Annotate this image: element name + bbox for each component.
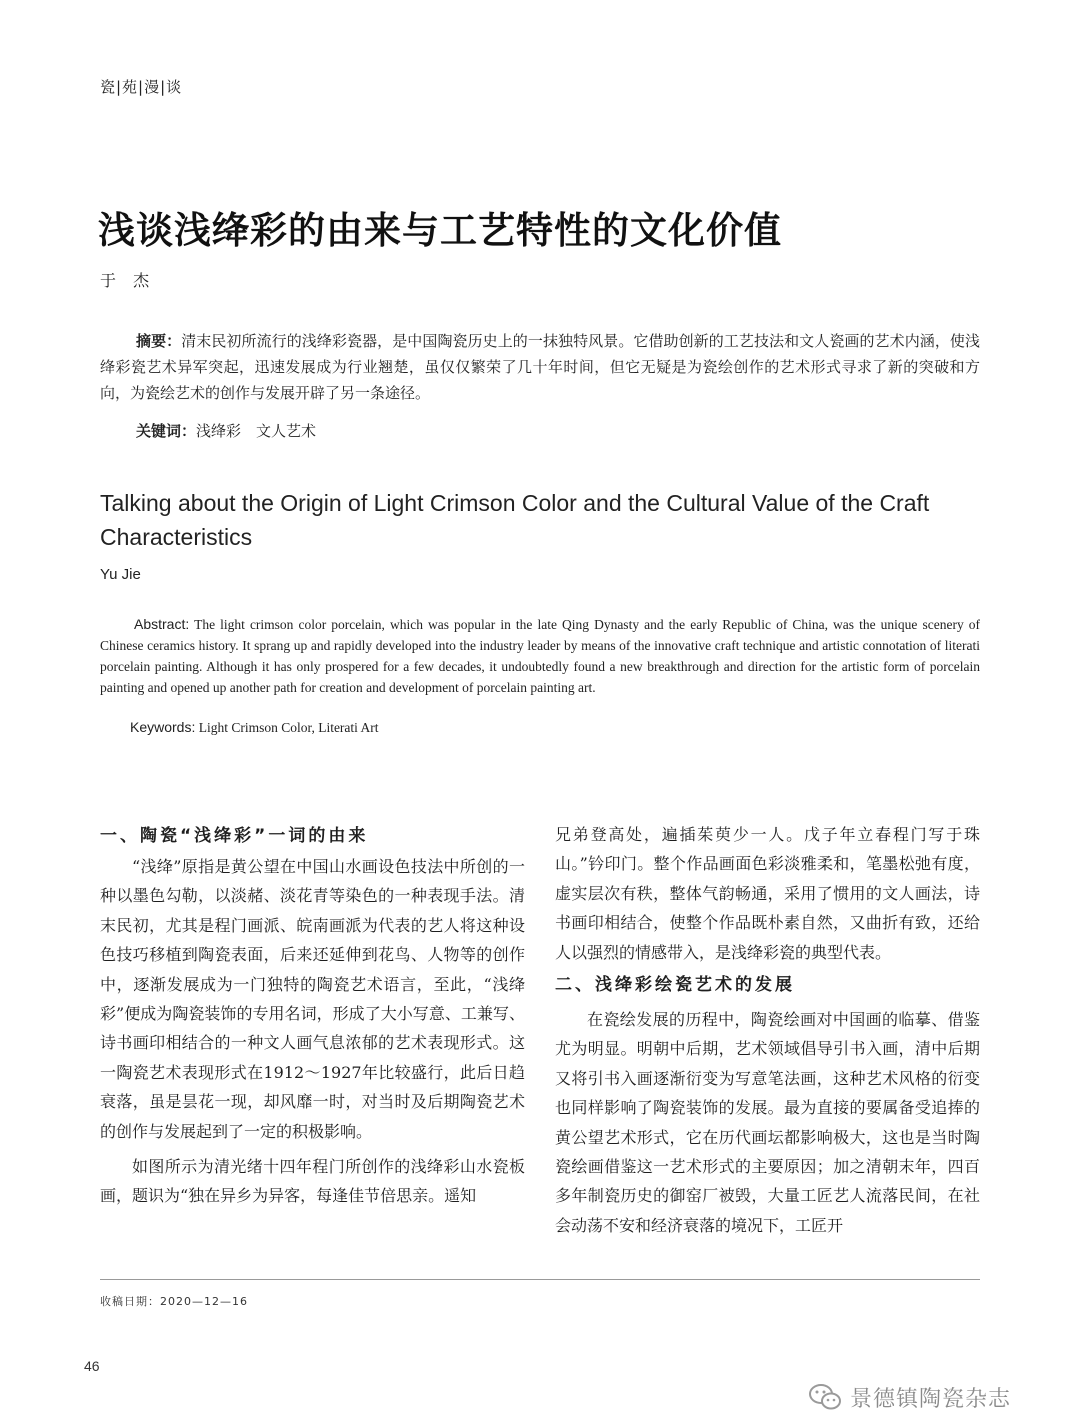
author-cn: 于 杰 [100,271,156,290]
body-paragraph: “浅绛”原指是黄公望在中国山水画设色技法中所创的一种以墨色勾勒，以淡赭、淡花青等染色的一种表现手法。清末民初，尤其是程门画派、皖南画派为代表的艺人将这种设色技巧移植到陶瓷表面，后来还延伸到花鸟、人物等的创作中，逐渐发展成为一门独特的陶瓷艺术语言，至此，“浅绛彩”便成为陶瓷装饰的专用名词，形成了大小写意、工兼写、诗书画印相结合的一种文人画气息浓郁的艺术表现形式。这一陶瓷艺术表现形式在1912～1927年比较盛行，此后日趋衰落，虽是昙花一现，却风靡一时，对当时及后期陶瓷艺术的创作与发展起到了一定的积极影响。 [100,857,525,1141]
keywords-cn-text: 浅绛彩 文人艺术 [196,422,317,440]
keywords-cn [136,420,316,441]
body-paragraph: 在瓷绘发展的历程中，陶瓷绘画对中国画的临摹、借鉴尤为明显。明朝中后期，艺术领域倡导引书入画，清中后期又将引书入画逐渐衍变为写意笔法画，这种艺术风格的衍变也同样影响了陶瓷装饰的发展。最为直接的要属备受追捧的黄公望艺术形式，它在历代画坛都影响极大，这也是当时陶瓷绘画借鉴这一艺术形式的主要原因；加之清朝末年，四百多年制瓷历史的御窑厂被毁，大量工匠艺人流落民间，在社会动荡不安和经济衰落的境况下，工匠开 [555,1010,980,1235]
abstract-cn-text: 清末民初所流行的浅绛彩瓷器，是中国陶瓷历史上的一抹独特风景。它借助创新的工艺技法和文人瓷画的艺术内涵，使浅绛彩瓷艺术异军突起，迅速发展成为行业翘楚，虽仅仅繁荣了几十年时间，但它无疑是为瓷绘创作的艺术形式寻求了新的突破和方向，为瓷绘艺术的创作与发展开辟了另一条途径。 [100,332,980,402]
watermark-text: 景德镇陶瓷杂志 [850,1386,1012,1412]
body-paragraph: 兄弟登高处，遍插茱萸少一人。戊子年立春程门写于珠山。”钤印门。整个作品画面色彩淡雅柔和，笔墨松弛有度，虚实层次有秩，整体气韵畅通，采用了惯用的文人画法，诗书画印相结合，使整个作品既朴素自然，又曲折有致，还给人以强烈的情感带入，是浅绛彩瓷的典型代表。 [555,825,980,962]
abstract-en [100,614,980,698]
keywords-cn-label: 关键词： [136,422,197,440]
abstract-en-text: The light crimson color porcelain, which was popular in the late Qing Dynasty and the early Republic of China, was the unique scenery of Chinese ceramics history. It sprang up and rapidly developed into the industry leader by means of the innovative craft technique and artistic connotation of literati porcelain painting. Although it has only prospered for a few decades, it undoubtedly found a new breakthrough and direction for the artistic form of porcelain painting and opened up another path for creation and development of porcelain painting art. [100,617,980,695]
watermark [808,1380,1011,1414]
abstract-cn [100,328,980,406]
keywords-en [130,719,379,736]
section-heading-1: 一、陶瓷“浅绛彩”一词的由来 [100,826,369,846]
body-column-right [555,820,980,1240]
keywords-en-label: Keywords: [130,719,196,735]
body-paragraph: 如图所示为清光绪十四年程门所创作的浅绛彩山水瓷板画，题识为“独在异乡为异客，每逢佳节倍思亲。遥知 [100,1157,525,1206]
section-heading-2: 二、浅绛彩绘瓷艺术的发展 [555,975,795,996]
author-en: Yu Jie [100,566,141,583]
section-label: 瓷|苑|漫|谈 [100,78,183,96]
received-date: 收稿日期：2020—12—16 [100,1295,248,1308]
wechat-icon [808,1383,842,1411]
abstract-en-label: Abstract: [134,616,190,632]
keywords-en-text: Light Crimson Color, Literati Art [198,720,379,735]
body-column-left [100,820,525,1211]
abstract-cn-label: 摘要： [136,332,182,350]
page-number: 46 [84,1358,100,1374]
footer-divider [100,1279,980,1280]
page-title-cn: 浅谈浅绛彩的由来与工艺特性的文化价值 [98,208,782,252]
page-title-en: Talking about the Origin of Light Crimson Color and the Cultural Value of the Craft Characteristics [100,490,930,550]
